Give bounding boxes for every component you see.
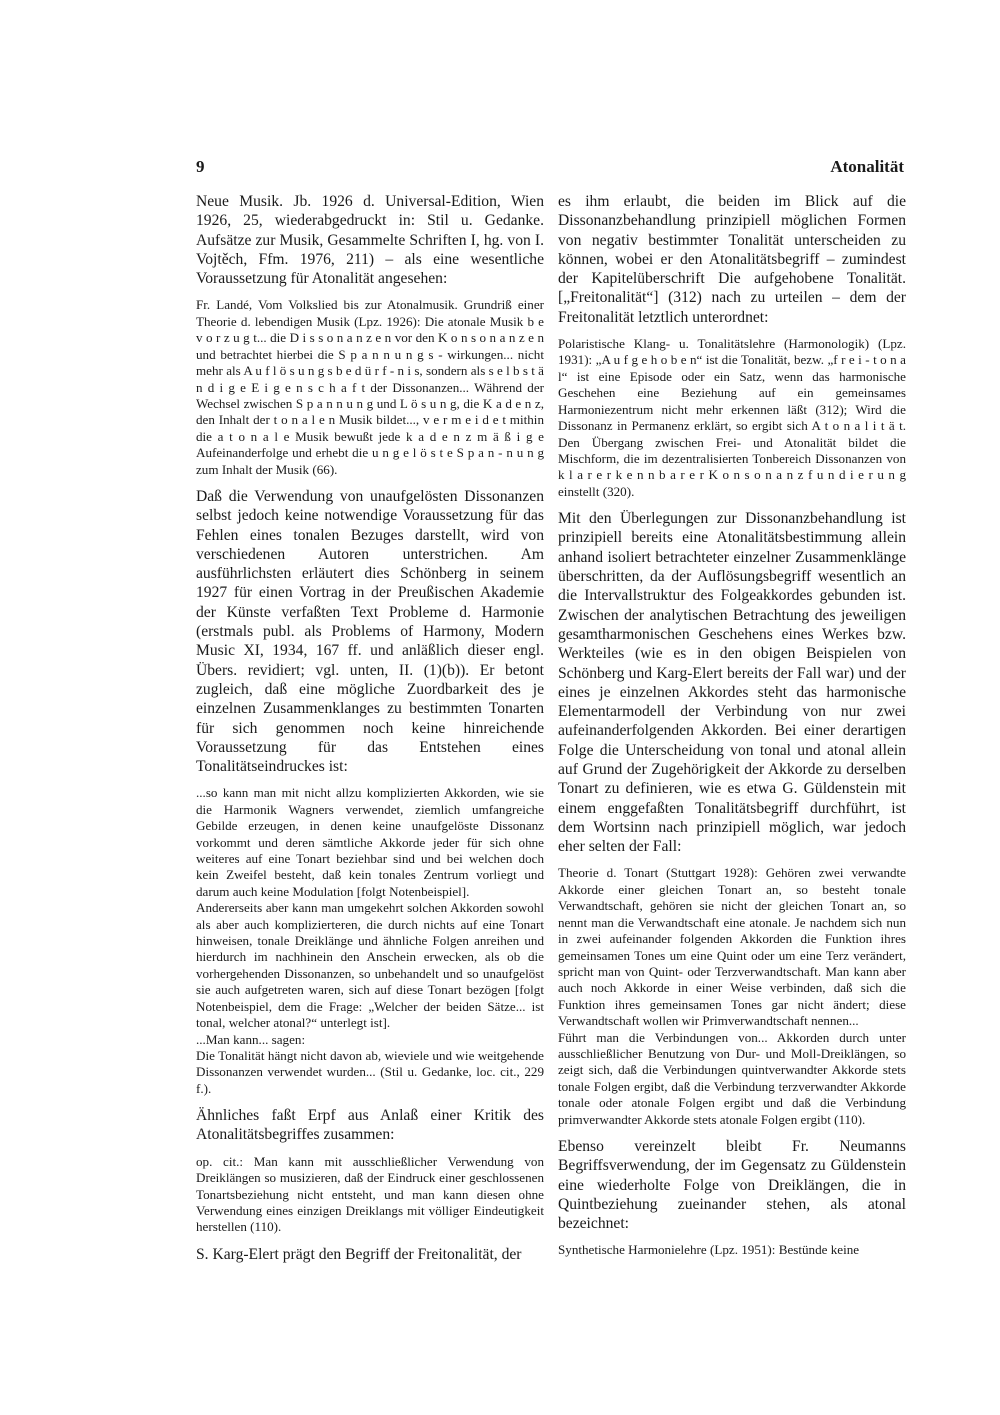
- block-quote: Synthetische Harmonielehre (Lpz. 1951): Bestünde keine: [558, 1242, 860, 1258]
- paragraph: Daß die Verwendung von unaufgelösten Dissonanzen selbst jedoch keine notwendige Voraussetzung für das Fehlen eines tonalen Bezuges darstellt, wird von verschiedenen Autoren unterstrichen. Am ausführlichsten erläutert dies Schönberg in seinem 1927 für einen Vortrag in der Preußischen Akademie der Künste verfaßten Text Probleme d. Harmonie (erstmals publ. als Problems of Harmony, Modern Music XI, 1934, 167 ff. und anläßlich dieser engl. Übers. revidiert; vgl. unten, II. (1)(b)). Er betont zugleich, daß eine mögliche Zuordbarkeit des je einzelnen Zusammenklanges zu bestimmten Tonarten für sich genommen noch keine hinreichende Voraussetzung für das Entstehen eines Tonalitätseindruckes ist:: [196, 487, 544, 776]
- paragraph: es ihm erlaubt, die beiden im Blick auf die Dissonanzbehandlung prinzipiell möglichen Formen von negativ bestimmter Tonalität unterscheiden zu können, wobei er den Atonalitätsbegriff – zumindest der Kapitelüberschrift Die aufgehobene Tonalität. [„Freitonalität“] (312) nach zu urteilen – dem der Freitonalität letztlich unterordnet:: [558, 193, 906, 326]
- block-quote: Theorie d. Tonart (Stuttgart 1928): Gehören zwei verwandte Akkorde einer gleichen Tonart an, so besteht tonale Verwandtschaft, gehören sie nicht der gleichen Tonart an, so nennt man die Verwandtschaft eine atonale. Je nachdem sich nun in zwei aufeinander folgenden Akkorden die Funktion ihres gemeinsamen Tones um eine Quint oder um eine Terz verändert, spricht man von Quint- oder Terzverwandtschaft. Man kann aber auch noch Akkorde in einer Weise verbinden, daß sich die Funktion ihres gemeinsamen Tones gar nicht ändert; diese Verwandtschaft wollen wir Primverwandtschaft nennen...: [558, 865, 906, 1029]
- block-quote: Fr. Landé, Vom Volkslied bis zur Atonalmusik. Grundriß einer Theorie d. lebendigen Musik (Lpz. 1926): Die atonale Musik b e v o r z u g t... die D i s s o n a n z e n vor den K o n s o n a n z e n und betrachtet hierbei die S p a n n u n g s - wirkungen... nicht mehr als A u f l ö s u n g s b e d ü r f - n i s, sondern als s e l b s t ä n d i g e E i g e n s c h a f t der Dissonanzen... Während der Wechsel zwischen S p a n n u n g und L ö s u n g, die K a d e n z, den Inhalt der t o n a l e n Musik bildet..., v e r m e i d e t mithin die a t o n a l e Musik bewußt jede k a d e n z m ä ß i g e Aufeinanderfolge und erhebt die u n g e l ö s t e S p a n - n u n g zum Inhalt der Musik (66).: [196, 297, 544, 477]
- running-title: Atonalität: [830, 157, 904, 176]
- block-quote: op. cit.: Man kann mit ausschließlicher Verwendung von Dreiklängen so musizieren, daß der Eindruck einer geschlossenen Tonartsbeziehung nicht entsteht, und man kann diesen ohne Verwendung eines einzigen Dreiklangs mit völliger Eindeutigkeit herstellen (110).: [196, 1153, 544, 1235]
- block-quote: Polaristische Klang- u. Tonalitätslehre (Harmonologik) (Lpz. 1931): „A u f g e h o b e n“ ist die Tonalität, bezw. „f r e i - t o n a l“ ist eine Episode oder ein Satz, wenn das harmonische Geschehen eine Beziehung auf ein gemeinsames Harmoniezentrum nicht mehr erkennen läßt (312); Wird die Dissonanz in Permanenz erklärt, so ergibt sich A t o n a l i t ä t. Den Übergang zwischen Frei- und Atonalität bildet die Mischform, die im dezentralisierten Tonbereich Dissonanzen von k l a r e r k e n n b a r e r K o n s o n a n z f u n d i e r u n g einstellt (320).: [558, 336, 906, 499]
- block-quote: ...Man kann... sagen:: [196, 1031, 306, 1047]
- block-quote: ...so kann man mit nicht allzu komplizierten Akkorden, wie sie die Harmonik Wagners verwendet, ziemlich umfangreiche Gebilde erzeugen, in denen keine unaufgelöste Dissonanz vorkommt und deren sämtliche Akkorde jeder für sich ohne weiteres auf eine Tonart beziehbar sind und bei welchen doch kein Zweifel besteht, daß kein tonales Zentrum vorliegt und darum auch keine Modulation [folgt Notenbeispiel].: [196, 785, 544, 899]
- block-quote: Die Tonalität hängt nicht davon ab, wieviele und wie weitgehende Dissonanzen verwendet wurden... (Stil u. Gedanke, loc. cit., 229 f.).: [196, 1047, 544, 1096]
- paragraph: Ähnliches faßt Erpf aus Anlaß einer Kritik des Atonalitätsbegriffes zusammen:: [196, 1107, 544, 1144]
- paragraph: Mit den Überlegungen zur Dissonanzbehandlung ist prinzipiell bereits eine Atonalitätsbestimmung allein anhand isoliert betrachteter einzelner Zusammenklänge überschritten, da der Auflösungsbegriff wesentlich an die Intervallstruktur des Folgeakkordes gebunden ist. Zwischen der analytischen Betrachtung des jeweiligen gesamtharmonischen Geschehens eines Werkes bzw. Werkteiles (wie es in den obigen Beispielen von Schönberg und Karg-Elert bereits der Fall war) und der eines je einzelnen Akkordes steht das harmonische Elementarmodell der Verbindung von nur zwei aufeinanderfolgenden Akkorden. Bei einer derartigen Folge die Unterscheidung von tonal und atonal allein auf Grund der Zugehörigkeit der Akkorde zu derselben Tonart zu definieren, wie es etwa G. Güldenstein mit einem enggefaßten Tonalitätsbegriff durchführt, ist dem Wortsinn nach prinzipiell möglich, war jedoch eher selten der Fall:: [558, 510, 906, 856]
- paragraph: Ebenso vereinzelt bleibt Fr. Neumanns Begriffsverwendung, der im Gegensatz zu Güldenstein eine wiederholte Folge von Dreiklängen, die in Quintbeziehung zueinander stehen, als atonal bezeichnet:: [558, 1137, 906, 1233]
- block-quote: Führt man die Verbindungen von... Akkorden durch unter ausschließlicher Benutzung von Dur- und Moll-Dreiklängen, so zeigt sich, daß die Verbindungen quintverwandter Akkorde stets tonale Folgen ergibt, daß die Verbindung terzverwandter Akkorde tonale oder atonale Folgen ergibt und daß die Verbindung primverwandter Akkorde stets atonale Folgen ergibt (110).: [558, 1029, 906, 1127]
- right-column: [558, 192, 906, 1259]
- paragraph: S. Karg-Elert prägt den Begriff der Freitonalität, der: [196, 1245, 522, 1263]
- block-quote: Andererseits aber kann man umgekehrt solchen Akkorden sowohl als aber auch komplizierteren, die durch nichts auf eine Tonart hinweisen, tonale Dreiklänge und ähnliche Folgen anreihen und hierdurch im nachhinein den Anschein erwecken, als ob die vorhergehenden Dissonanzen, so unbehandelt und so unaufgelöst sie auch aufgetreten waren, sich auf diese Tonart bezögen [folgt Notenbeispiel, dem die Frage: „Welcher der beiden Sätze... ist tonal, welcher atonal?“ unterlegt ist].: [196, 900, 544, 1031]
- page-number: 9: [196, 157, 205, 176]
- paragraph: Neue Musik. Jb. 1926 d. Universal-Edition, Wien 1926, 25, wiederabgedruckt in: Stil u. Gedanke. Aufsätze zur Musik, Gesammelte Schriften I, hg. von I. Vojtěch, Ffm. 1976, 211) – als eine wesentliche Voraussetzung für Atonalität angesehen:: [196, 193, 544, 288]
- left-column: [196, 192, 544, 1264]
